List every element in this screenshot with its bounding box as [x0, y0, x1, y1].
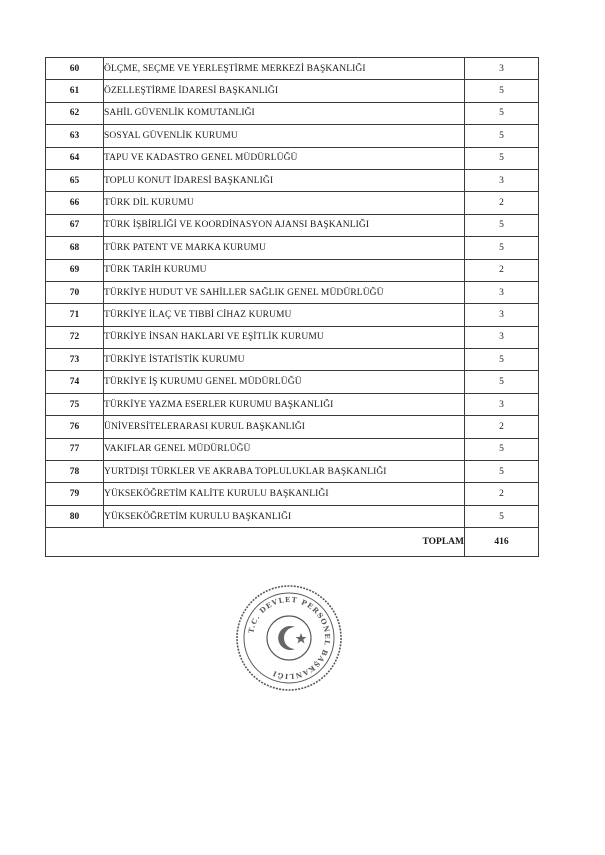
institution-name: TÜRKİYE İŞ KURUMU GENEL MÜDÜRLÜĞÜ [104, 371, 465, 393]
institution-name: SOSYAL GÜVENLİK KURUMU [104, 125, 465, 147]
institution-name: YURTDIŞI TÜRKLER VE AKRABA TOPLULUKLAR BAŞKANLIĞI [104, 461, 465, 483]
table-row [46, 438, 539, 460]
quota-value: 2 [465, 259, 539, 281]
row-number: 62 [46, 102, 104, 124]
table-row [46, 371, 539, 393]
table-row [46, 102, 539, 124]
table-row [46, 214, 539, 236]
quota-value: 5 [465, 147, 539, 169]
table-row [46, 326, 539, 348]
row-number: 76 [46, 416, 104, 438]
quota-value: 5 [465, 125, 539, 147]
quota-value: 5 [465, 371, 539, 393]
row-number: 69 [46, 259, 104, 281]
official-seal-stamp [234, 583, 344, 693]
table-row [46, 169, 539, 191]
institution-name: YÜKSEKÖĞRETİM KALİTE KURULU BAŞKANLIĞI [104, 483, 465, 505]
row-number: 77 [46, 438, 104, 460]
institution-name: TÜRKİYE İSTATİSTİK KURUMU [104, 349, 465, 371]
quota-value: 3 [465, 304, 539, 326]
quota-value: 5 [465, 237, 539, 259]
quota-value: 2 [465, 483, 539, 505]
svg-text:T.C. DEVLET PERSONEL BAŞKANLIĞ: T.C. DEVLET PERSONEL BAŞKANLIĞI [246, 594, 333, 682]
institution-name: ÜNİVERSİTELERARASI KURUL BAŞKANLIĞI [104, 416, 465, 438]
quota-value: 3 [465, 58, 539, 80]
institution-name: YÜKSEKÖĞRETİM KURULU BAŞKANLIĞI [104, 505, 465, 527]
quota-value: 5 [465, 461, 539, 483]
row-number: 79 [46, 483, 104, 505]
table-row [46, 192, 539, 214]
quota-value: 5 [465, 214, 539, 236]
institution-name: VAKIFLAR GENEL MÜDÜRLÜĞÜ [104, 438, 465, 460]
institution-table [45, 57, 539, 557]
table-row [46, 237, 539, 259]
total-label: TOPLAM [46, 528, 465, 557]
institution-name: ÖLÇME, SEÇME VE YERLEŞTİRME MERKEZİ BAŞKANLIĞI [104, 58, 465, 80]
total-row [46, 528, 539, 557]
row-number: 73 [46, 349, 104, 371]
institution-name: TÜRK PATENT VE MARKA KURUMU [104, 237, 465, 259]
row-number: 68 [46, 237, 104, 259]
institution-name: TÜRK İŞBİRLİĞİ VE KOORDİNASYON AJANSI BAŞKANLIĞI [104, 214, 465, 236]
institution-name: TÜRKİYE İNSAN HAKLARI VE EŞİTLİK KURUMU [104, 326, 465, 348]
quota-value: 3 [465, 281, 539, 303]
row-number: 66 [46, 192, 104, 214]
table-row [46, 416, 539, 438]
quota-value: 3 [465, 393, 539, 415]
total-value: 416 [465, 528, 539, 557]
quota-value: 5 [465, 349, 539, 371]
row-number: 74 [46, 371, 104, 393]
institution-name: TÜRKİYE YAZMA ESERLER KURUMU BAŞKANLIĞI [104, 393, 465, 415]
quota-value: 2 [465, 192, 539, 214]
institution-name: TAPU VE KADASTRO GENEL MÜDÜRLÜĞÜ [104, 147, 465, 169]
row-number: 72 [46, 326, 104, 348]
quota-value: 5 [465, 102, 539, 124]
table-row [46, 505, 539, 527]
institution-name: TÜRK DİL KURUMU [104, 192, 465, 214]
table-row [46, 304, 539, 326]
row-number: 67 [46, 214, 104, 236]
row-number: 78 [46, 461, 104, 483]
row-number: 80 [46, 505, 104, 527]
table-row [46, 393, 539, 415]
row-number: 75 [46, 393, 104, 415]
institution-name: ÖZELLEŞTİRME İDARESİ BAŞKANLIĞI [104, 80, 465, 102]
table-row [46, 483, 539, 505]
quota-value: 5 [465, 438, 539, 460]
institution-name: SAHİL GÜVENLİK KOMUTANLIĞI [104, 102, 465, 124]
row-number: 70 [46, 281, 104, 303]
table-row [46, 461, 539, 483]
table-row [46, 58, 539, 80]
row-number: 71 [46, 304, 104, 326]
quota-value: 5 [465, 505, 539, 527]
quota-value: 2 [465, 416, 539, 438]
row-number: 61 [46, 80, 104, 102]
row-number: 63 [46, 125, 104, 147]
table-row [46, 349, 539, 371]
table-row [46, 147, 539, 169]
quota-value: 5 [465, 80, 539, 102]
table-row [46, 125, 539, 147]
institution-name: TOPLU KONUT İDARESİ BAŞKANLIĞI [104, 169, 465, 191]
table-row [46, 80, 539, 102]
row-number: 64 [46, 147, 104, 169]
table-row [46, 281, 539, 303]
quota-value: 3 [465, 326, 539, 348]
row-number: 60 [46, 58, 104, 80]
table-row [46, 259, 539, 281]
row-number: 65 [46, 169, 104, 191]
institution-name: TÜRK TARİH KURUMU [104, 259, 465, 281]
institution-name: TÜRKİYE HUDUT VE SAHİLLER SAĞLIK GENEL MÜDÜRLÜĞÜ [104, 281, 465, 303]
quota-value: 3 [465, 169, 539, 191]
institution-name: TÜRKİYE İLAÇ VE TIBBİ CİHAZ KURUMU [104, 304, 465, 326]
